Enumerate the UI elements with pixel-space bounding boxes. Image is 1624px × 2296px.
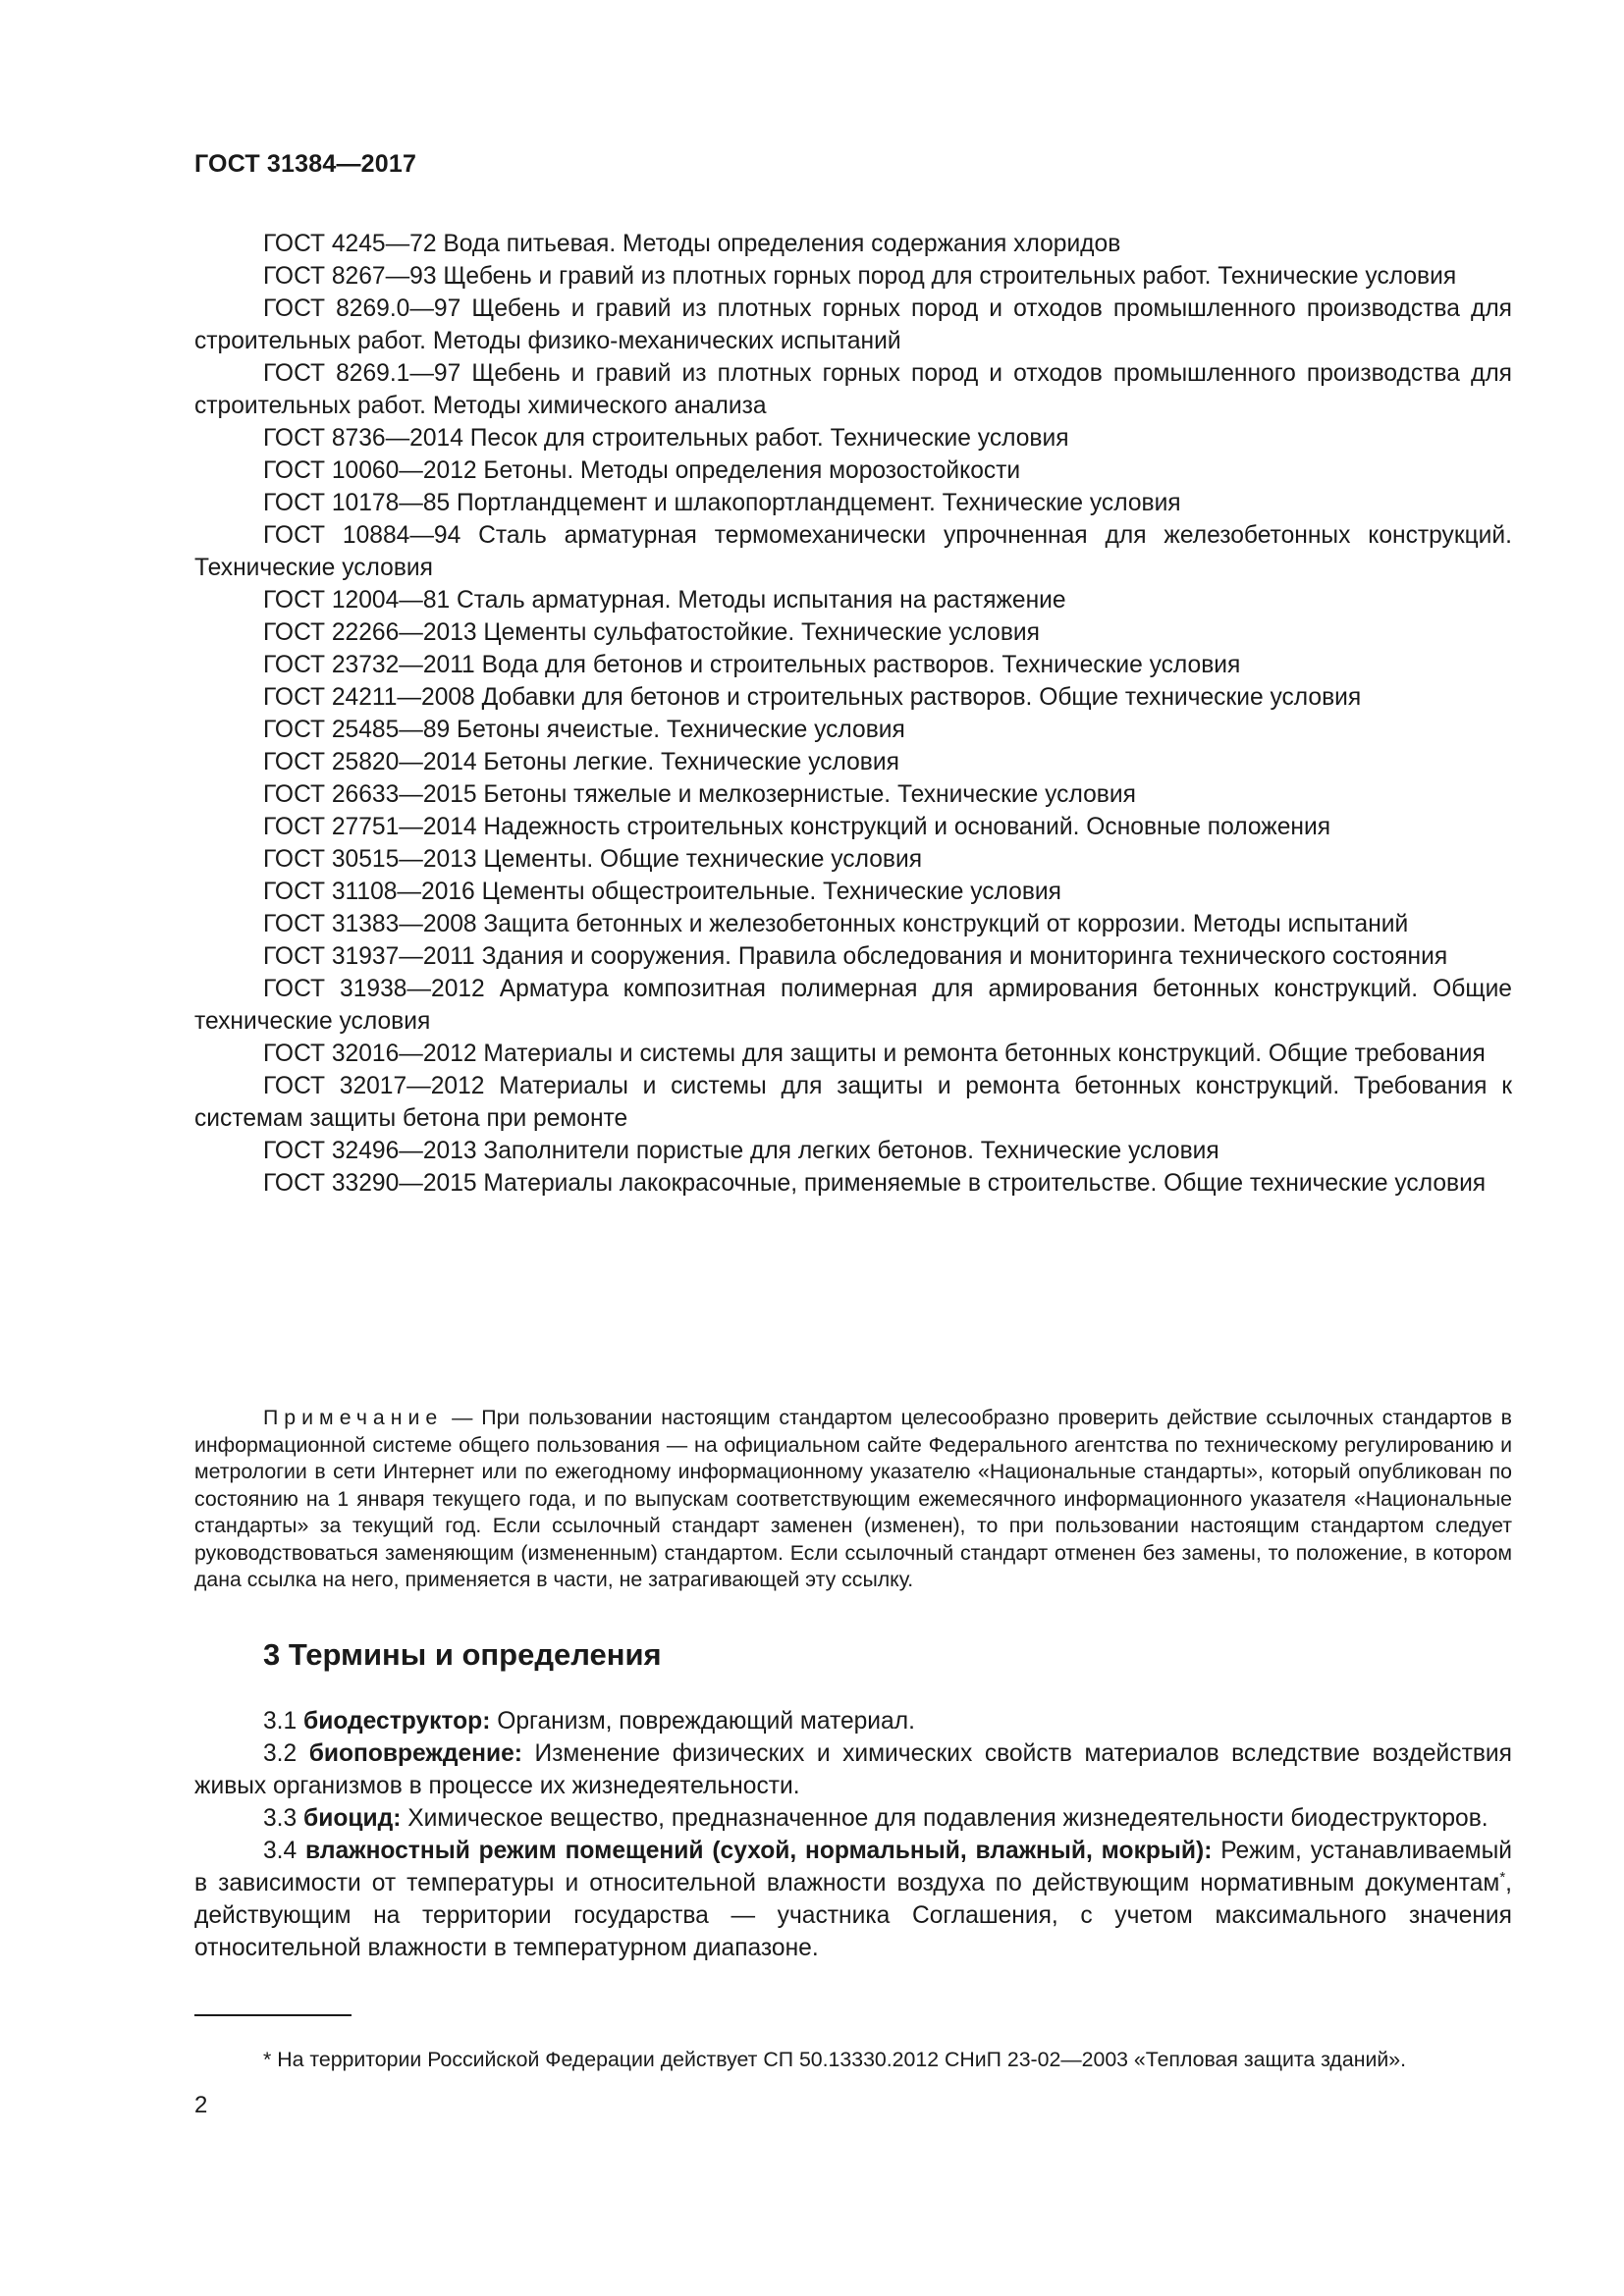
- definition-term: влажностный режим помещений (сухой, нормальный, влажный, мокрый):: [305, 1838, 1213, 1864]
- reference-item: ГОСТ 10884—94 Сталь арматурная термомеханически упрочненная для железобетонных конструкций. Технические условия: [194, 522, 1512, 581]
- reference-item: ГОСТ 25485—89 Бетоны ячеистые. Технические условия: [263, 717, 905, 743]
- definition-item: [194, 1835, 1512, 1964]
- reference-item: ГОСТ 33290—2015 Материалы лакокрасочные, применяемые в строительстве. Общие технические условия: [263, 1170, 1487, 1197]
- note-paragraph: [194, 1405, 1512, 1594]
- definition-term: биоцид:: [303, 1805, 402, 1832]
- reference-item: ГОСТ 31937—2011 Здания и сооружения. Правила обследования и мониторинга технического состояния: [263, 943, 1448, 970]
- section-title: 3 Термины и определения: [263, 1637, 662, 1672]
- reference-item: ГОСТ 4245—72 Вода питьевая. Методы определения содержания хлоридов: [263, 231, 1121, 257]
- definition-text: Организм, повреждающий материал.: [490, 1708, 915, 1735]
- reference-item: ГОСТ 8269.0—97 Щебень и гравий из плотных горных пород и отходов промышленного производства для строительных работ. Методы физико-механических испытаний: [194, 295, 1512, 354]
- definition-text: Изменение физических и химических свойств материалов вследствие воздействия живых организмов в процессе их жизнедеятельности.: [194, 1740, 1512, 1799]
- definition-number: 3.2: [263, 1740, 298, 1767]
- reference-item: ГОСТ 32016—2012 Материалы и системы для защиты и ремонта бетонных конструкций. Общие требования: [263, 1041, 1486, 1067]
- footnote: * На территории Российской Федерации действует СП 50.13330.2012 СНиП 23-02—2003 «Тепловая защита зданий».: [263, 2048, 1407, 2072]
- definition-number: 3.1: [263, 1708, 298, 1735]
- definition-number: 3.3: [263, 1805, 298, 1832]
- reference-item: ГОСТ 31938—2012 Арматура композитная полимерная для армирования бетонных конструкций. Общие технические условия: [194, 976, 1512, 1035]
- definition-item: [194, 1705, 1512, 1737]
- reference-item: ГОСТ 10178—85 Портландцемент и шлакопортландцемент. Технические условия: [263, 490, 1181, 516]
- definition-term: биодеструктор:: [303, 1708, 491, 1735]
- reference-item: ГОСТ 31383—2008 Защита бетонных и железобетонных конструкций от коррозии. Методы испытаний: [263, 911, 1409, 937]
- reference-item: ГОСТ 23732—2011 Вода для бетонов и строительных растворов. Технические условия: [263, 652, 1241, 678]
- definition-text-continued: , действующим на территории государства — участника Соглашения, с учетом максимального значения относительной влажности в температурном диапазоне.: [194, 1870, 1512, 1961]
- reference-item: ГОСТ 8736—2014 Песок для строительных работ. Технические условия: [263, 425, 1069, 452]
- reference-item: ГОСТ 8267—93 Щебень и гравий из плотных горных пород для строительных работ. Технические условия: [263, 263, 1457, 290]
- reference-item: ГОСТ 24211—2008 Добавки для бетонов и строительных растворов. Общие технические условия: [263, 684, 1362, 711]
- reference-item: ГОСТ 8269.1—97 Щебень и гравий из плотных горных пород и отходов промышленного производства для строительных работ. Методы химического анализа: [194, 360, 1512, 419]
- note-text: — При пользовании настоящим стандартом целесообразно проверить действие ссылочных стандартов в информационной системе общего пользования — на официальном сайте Федерального агентства по техническому регулированию и метрологии в сети Интернет или по ежегодному информационному указателю «Национальные стандарты», который опубликован по состоянию на 1 января текущего года, и по выпускам соответствующим ежемесячного информационного указателя «Национальные стандарты» за текущий год. Если ссылочный стандарт заменен (изменен), то при пользовании настоящим стандартом следует руководствоваться заменяющим (измененным) стандартом. Если ссылочный стандарт отменен без замены, то положение, в котором дана ссылка на него, применяется в части, не затрагивающей эту ссылку.: [194, 1406, 1512, 1592]
- reference-item: ГОСТ 22266—2013 Цементы сульфатостойкие. Технические условия: [263, 619, 1040, 646]
- definition-item: [194, 1802, 1512, 1835]
- definition-term: биоповреждение:: [308, 1740, 522, 1767]
- footnote-mark: *: [1499, 1869, 1506, 1886]
- document-header: ГОСТ 31384—2017: [194, 150, 417, 178]
- reference-item: ГОСТ 30515—2013 Цементы. Общие технические условия: [263, 846, 923, 873]
- reference-item: ГОСТ 26633—2015 Бетоны тяжелые и мелкозернистые. Технические условия: [263, 781, 1136, 808]
- reference-item: ГОСТ 32496—2013 Заполнители пористые для легких бетонов. Технические условия: [263, 1138, 1219, 1164]
- definitions-list: [194, 1705, 1512, 1964]
- footnote-separator: [194, 2014, 352, 2016]
- definition-text: Химическое вещество, предназначенное для подавления жизнедеятельности биодеструкторов.: [401, 1805, 1489, 1832]
- definition-text: Режим, устанавливаемый в зависимости от температуры и относительной влажности воздуха по действующим нормативным документам: [194, 1838, 1513, 1896]
- reference-item: ГОСТ 25820—2014 Бетоны легкие. Технические условия: [263, 749, 899, 775]
- reference-item: ГОСТ 32017—2012 Материалы и системы для защиты и ремонта бетонных конструкций. Требования к системам защиты бетона при ремонте: [194, 1073, 1512, 1132]
- definition-item: [194, 1737, 1512, 1802]
- reference-item: ГОСТ 27751—2014 Надежность строительных конструкций и оснований. Основные положения: [263, 814, 1331, 840]
- page-number: 2: [194, 2092, 208, 2118]
- normative-references: [194, 228, 1512, 1200]
- definition-number: 3.4: [263, 1838, 298, 1864]
- reference-item: ГОСТ 10060—2012 Бетоны. Методы определения морозостойкости: [263, 457, 1021, 484]
- reference-item: ГОСТ 12004—81 Сталь арматурная. Методы испытания на растяжение: [263, 587, 1066, 614]
- reference-item: ГОСТ 31108—2016 Цементы общестроительные. Технические условия: [263, 879, 1061, 905]
- note-label: Примечание: [263, 1406, 444, 1430]
